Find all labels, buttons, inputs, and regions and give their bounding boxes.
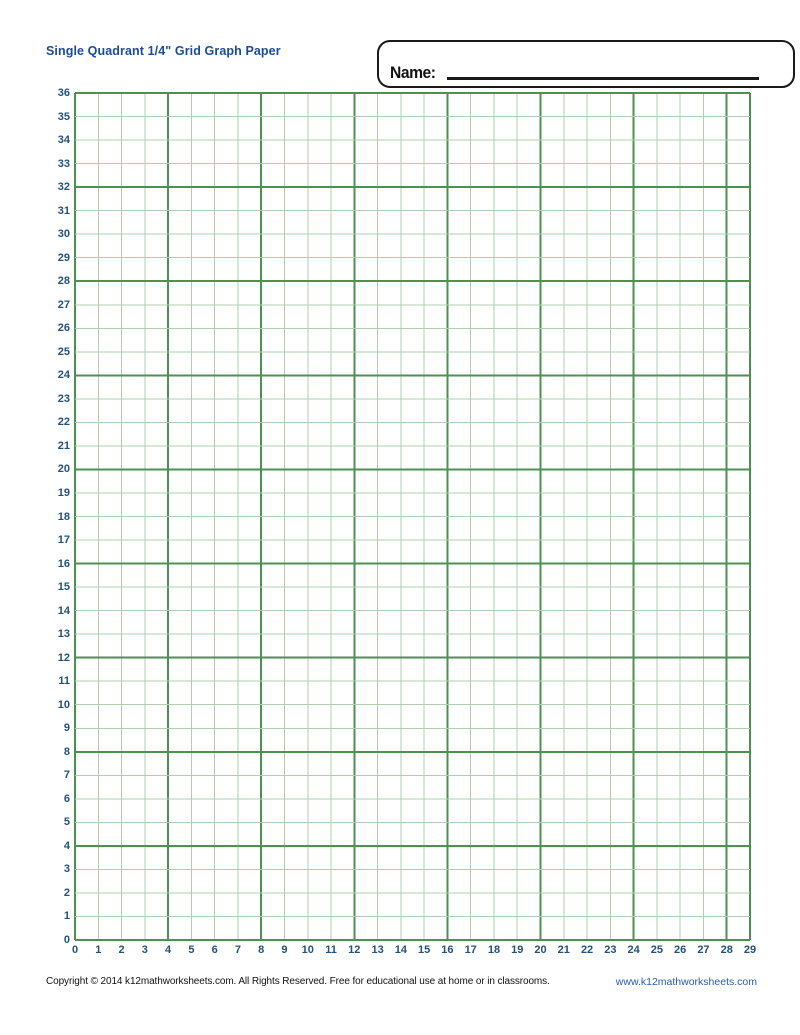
y-axis-label: 23 — [57, 392, 70, 405]
y-axis-label: 2 — [63, 886, 70, 899]
x-axis-label: 5 — [188, 944, 195, 956]
y-axis-label: 36 — [57, 87, 70, 99]
x-axis-labels — [71, 943, 757, 959]
y-axis-label: 1 — [63, 910, 70, 923]
y-axis-label: 22 — [57, 416, 70, 429]
grid-paper — [75, 93, 750, 940]
x-axis-label: 20 — [534, 944, 547, 956]
y-axis-label: 34 — [57, 134, 70, 147]
y-axis-label: 4 — [63, 839, 70, 852]
name-underline[interactable] — [447, 77, 759, 80]
grid-area — [75, 93, 750, 940]
x-axis-label: 1 — [95, 944, 102, 956]
x-axis-label: 24 — [627, 944, 640, 956]
x-axis-label: 10 — [301, 944, 314, 956]
x-axis-label: 23 — [604, 944, 617, 956]
y-axis-label: 35 — [57, 110, 70, 123]
y-axis-label: 21 — [57, 439, 70, 452]
x-axis-label: 9 — [281, 944, 288, 956]
y-axis-label: 18 — [57, 510, 70, 523]
x-axis-label: 14 — [394, 944, 407, 956]
y-axis-label: 26 — [57, 322, 70, 335]
name-box — [377, 40, 795, 88]
page-title: Single Quadrant 1/4" Grid Graph Paper — [46, 44, 281, 58]
x-axis-label: 2 — [118, 944, 125, 956]
y-axis-label: 31 — [57, 204, 70, 217]
x-axis-label: 16 — [441, 944, 454, 956]
x-axis-label: 0 — [71, 944, 79, 956]
y-axis-label: 8 — [63, 745, 70, 758]
y-axis-label: 11 — [58, 675, 70, 688]
y-axis-label: 27 — [57, 298, 70, 311]
x-axis-label: 21 — [557, 944, 570, 956]
footer-copyright: Copyright © 2014 k12mathworksheets.com. All Rights Reserved. Free for educational use at home or in classrooms. — [46, 976, 550, 987]
y-axis-label: 33 — [57, 157, 70, 170]
y-axis-label: 32 — [57, 181, 70, 194]
name-label: Name: — [390, 63, 436, 82]
x-axis-label: 12 — [348, 944, 361, 956]
x-axis-label: 8 — [258, 944, 265, 956]
y-axis-label: 0 — [63, 934, 70, 946]
footer-website-link[interactable]: www.k12mathworksheets.com — [615, 976, 757, 988]
y-axis-label: 14 — [57, 604, 70, 617]
x-axis-label: 18 — [487, 944, 501, 956]
x-axis-label: 3 — [141, 944, 148, 956]
x-axis-label: 27 — [697, 944, 710, 956]
y-axis-label: 13 — [57, 628, 70, 641]
y-axis-label: 10 — [57, 698, 70, 711]
y-axis-label: 29 — [57, 251, 70, 264]
x-axis-label: 19 — [511, 944, 524, 956]
x-axis-label: 6 — [211, 944, 218, 956]
x-axis-label: 17 — [464, 944, 477, 956]
y-axis-label: 28 — [57, 275, 70, 288]
y-axis-label: 30 — [57, 228, 70, 241]
x-axis-label: 29 — [743, 944, 757, 956]
y-axis-label: 5 — [63, 816, 70, 829]
x-axis-label: 4 — [165, 944, 172, 956]
x-axis-label: 28 — [720, 944, 733, 956]
x-axis-label: 15 — [418, 944, 431, 956]
y-axis-label: 24 — [57, 369, 70, 382]
x-axis-label: 7 — [234, 944, 241, 956]
y-axis-label: 9 — [63, 722, 70, 735]
y-axis-labels — [28, 87, 70, 946]
y-axis-label: 17 — [57, 534, 70, 547]
x-axis-label: 11 — [325, 944, 337, 956]
y-axis-label: 12 — [57, 651, 70, 664]
y-axis-label: 20 — [57, 463, 70, 476]
x-axis-label: 22 — [580, 944, 594, 956]
y-axis-label: 7 — [63, 769, 70, 782]
x-axis-label: 13 — [371, 944, 384, 956]
y-axis-label: 6 — [63, 792, 70, 805]
y-axis-label: 19 — [57, 486, 70, 499]
y-axis-label: 3 — [63, 863, 70, 876]
x-axis-label: 25 — [650, 944, 664, 956]
y-axis-label: 15 — [57, 581, 70, 594]
x-axis-label: 26 — [674, 944, 687, 956]
y-axis-label: 25 — [57, 345, 70, 358]
y-axis-label: 16 — [57, 557, 70, 570]
